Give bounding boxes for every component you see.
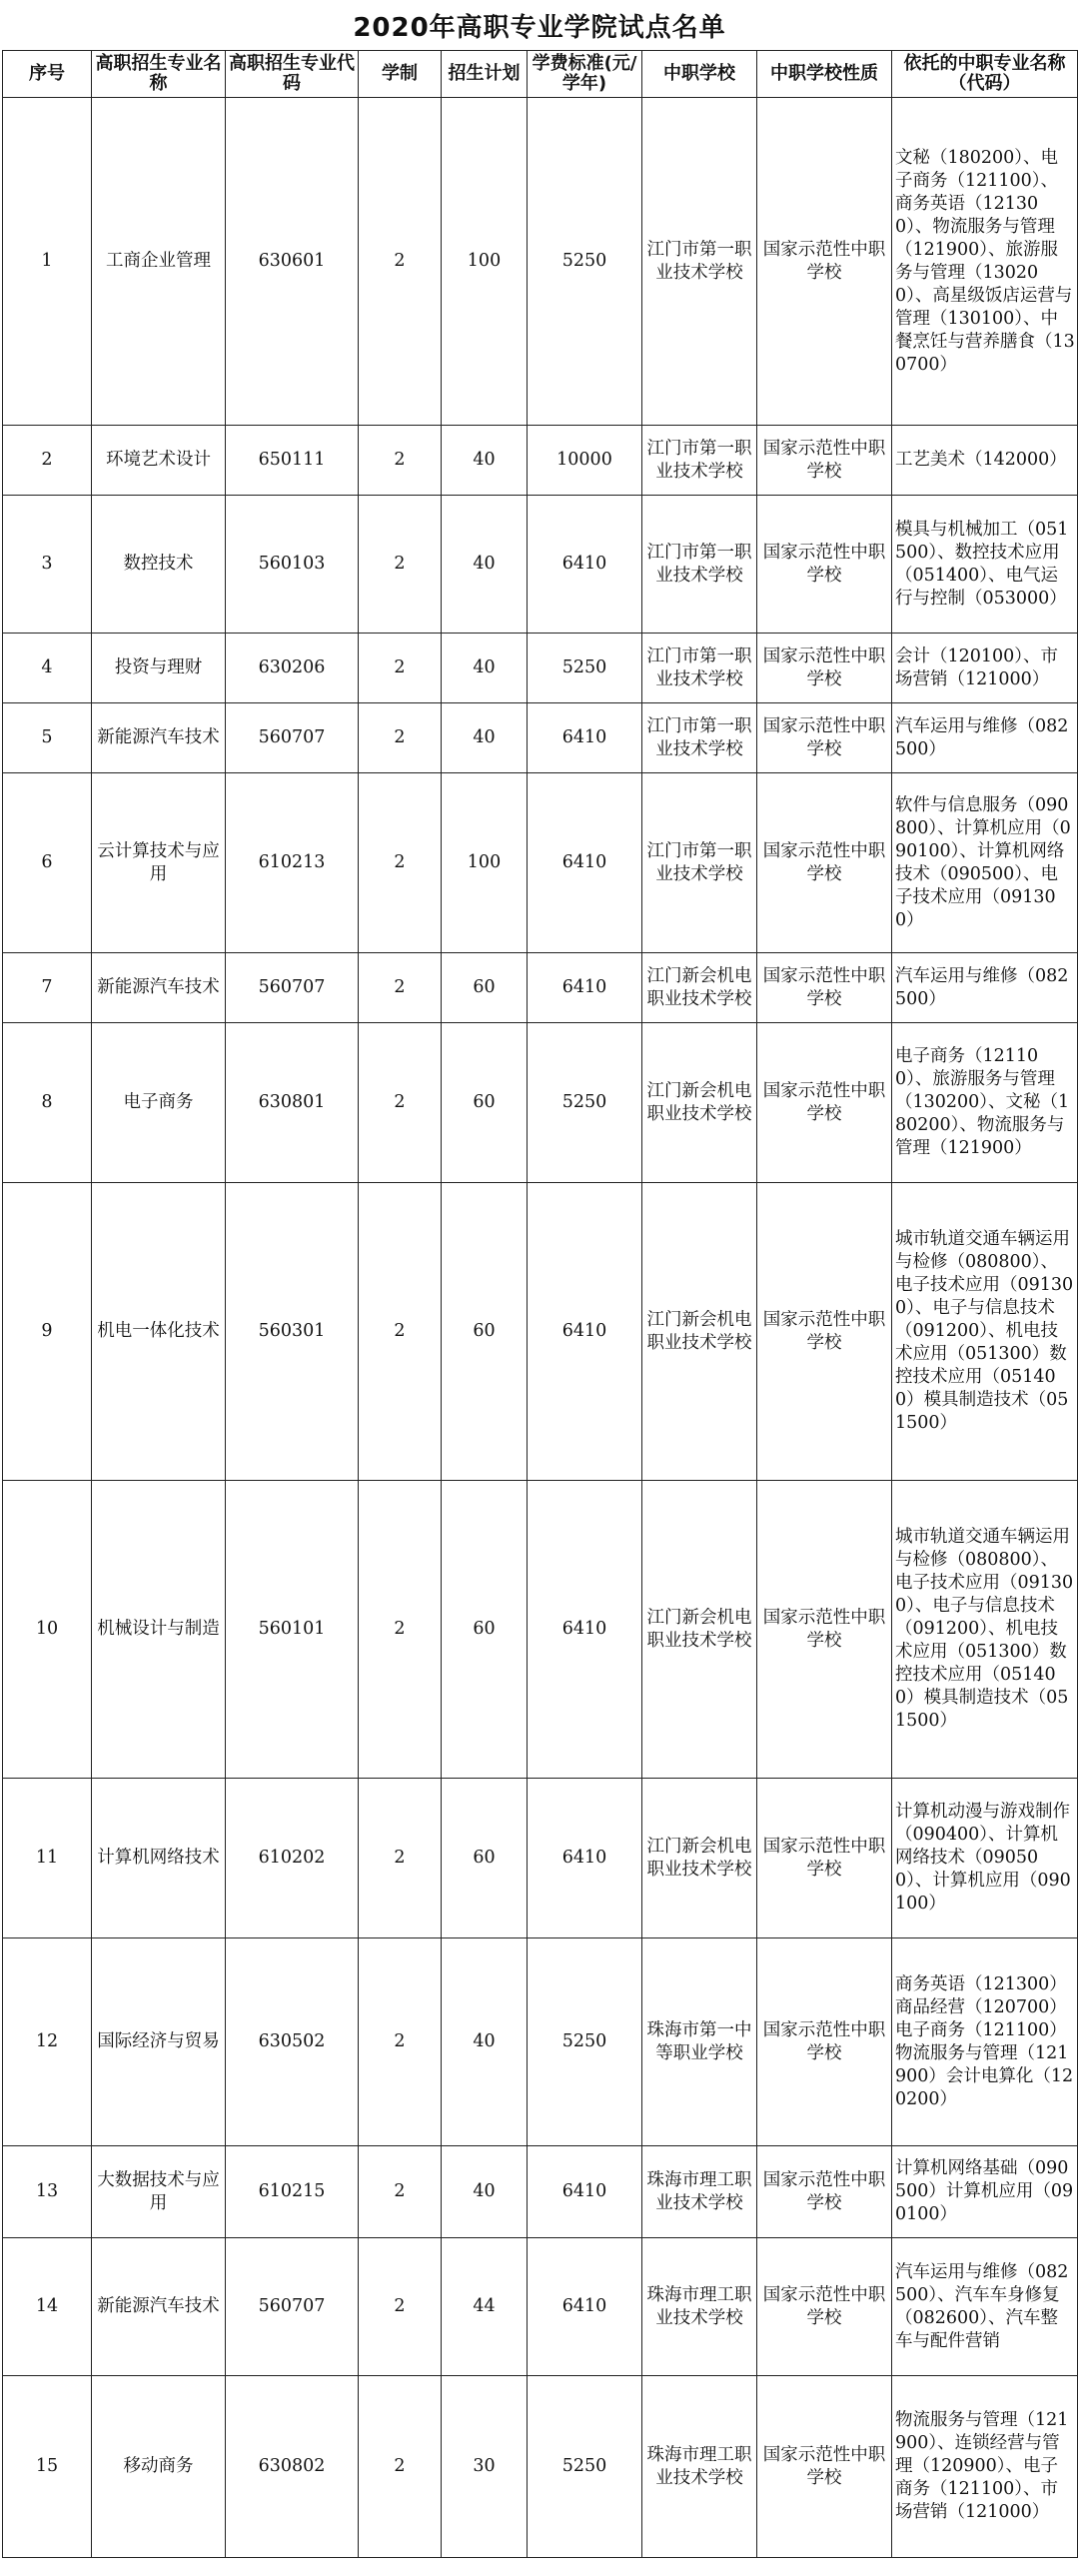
duration: 2 <box>359 1481 442 1779</box>
school-type: 国家示范性中职学校 <box>757 2146 892 2238</box>
duration: 2 <box>359 1183 442 1481</box>
duration: 2 <box>359 426 442 496</box>
dependent-majors: 汽车运用与维修（082500）、汽车车身修复（082600）、汽车整车与配件营销 <box>892 2238 1078 2376</box>
table-row <box>3 1481 1078 1779</box>
row-number: 4 <box>3 634 92 703</box>
enrollment-plan: 44 <box>442 2238 528 2376</box>
secondary-school: 江门市第一职业技术学校 <box>642 773 757 953</box>
enrollment-plan: 40 <box>442 496 528 634</box>
major-name: 移动商务 <box>92 2376 226 2558</box>
header-cell: 高职招生专业代码 <box>226 51 359 98</box>
school-type: 国家示范性中职学校 <box>757 426 892 496</box>
school-type: 国家示范性中职学校 <box>757 1938 892 2146</box>
tuition-fee: 6410 <box>528 2238 642 2376</box>
major-name: 云计算技术与应用 <box>92 773 226 953</box>
tuition-fee: 5250 <box>528 634 642 703</box>
major-name: 机电一体化技术 <box>92 1183 226 1481</box>
school-type: 国家示范性中职学校 <box>757 634 892 703</box>
duration: 2 <box>359 496 442 634</box>
school-type: 国家示范性中职学校 <box>757 1481 892 1779</box>
tuition-fee: 6410 <box>528 1481 642 1779</box>
duration: 2 <box>359 1779 442 1938</box>
major-code: 610213 <box>226 773 359 953</box>
school-type: 国家示范性中职学校 <box>757 2238 892 2376</box>
major-code: 560707 <box>226 2238 359 2376</box>
tuition-fee: 5250 <box>528 1938 642 2146</box>
major-name: 工商企业管理 <box>92 98 226 426</box>
row-number: 9 <box>3 1183 92 1481</box>
enrollment-plan: 40 <box>442 2146 528 2238</box>
enrollment-plan: 40 <box>442 1938 528 2146</box>
header-cell: 招生计划 <box>442 51 528 98</box>
secondary-school: 江门市第一职业技术学校 <box>642 703 757 773</box>
major-name: 新能源汽车技术 <box>92 703 226 773</box>
dependent-majors: 模具与机械加工（051500）、数控技术应用（051400）、电气运行与控制（053000） <box>892 496 1078 634</box>
enrollment-plan: 60 <box>442 1779 528 1938</box>
table-row <box>3 634 1078 703</box>
row-number: 2 <box>3 426 92 496</box>
header-cell: 中职学校 <box>642 51 757 98</box>
duration: 2 <box>359 98 442 426</box>
dependent-majors: 软件与信息服务（090800）、计算机应用（090100）、计算机网络技术（090500）、电子技术应用（091300） <box>892 773 1078 953</box>
enrollment-plan: 60 <box>442 1183 528 1481</box>
tuition-fee: 10000 <box>528 426 642 496</box>
table-row <box>3 496 1078 634</box>
school-type: 国家示范性中职学校 <box>757 1779 892 1938</box>
header-cell: 学制 <box>359 51 442 98</box>
duration: 2 <box>359 634 442 703</box>
row-number: 5 <box>3 703 92 773</box>
major-name: 大数据技术与应用 <box>92 2146 226 2238</box>
table-row <box>3 953 1078 1023</box>
dependent-majors: 城市轨道交通车辆运用与检修（080800）、电子技术应用（091300）、电子与信息技术（091200）、机电技术应用（051300）数控技术应用（051400）模具制造技术（051500） <box>892 1481 1078 1779</box>
major-code: 630601 <box>226 98 359 426</box>
table-row <box>3 1183 1078 1481</box>
dependent-majors: 汽车运用与维修（082500） <box>892 703 1078 773</box>
secondary-school: 江门新会机电职业技术学校 <box>642 1023 757 1183</box>
major-code: 560707 <box>226 703 359 773</box>
secondary-school: 珠海市理工职业技术学校 <box>642 2146 757 2238</box>
major-code: 560707 <box>226 953 359 1023</box>
row-number: 11 <box>3 1779 92 1938</box>
table-row <box>3 773 1078 953</box>
major-code: 560301 <box>226 1183 359 1481</box>
secondary-school: 江门新会机电职业技术学校 <box>642 1481 757 1779</box>
school-type: 国家示范性中职学校 <box>757 496 892 634</box>
school-type: 国家示范性中职学校 <box>757 953 892 1023</box>
header-row <box>3 51 1078 98</box>
major-name: 机械设计与制造 <box>92 1481 226 1779</box>
major-name: 投资与理财 <box>92 634 226 703</box>
table-row <box>3 426 1078 496</box>
tuition-fee: 5250 <box>528 98 642 426</box>
header-cell: 学费标准(元/学年) <box>528 51 642 98</box>
school-type: 国家示范性中职学校 <box>757 703 892 773</box>
row-number: 13 <box>3 2146 92 2238</box>
major-name: 电子商务 <box>92 1023 226 1183</box>
row-number: 3 <box>3 496 92 634</box>
duration: 2 <box>359 1023 442 1183</box>
major-code: 630502 <box>226 1938 359 2146</box>
secondary-school: 珠海市第一中等职业学校 <box>642 1938 757 2146</box>
secondary-school: 江门市第一职业技术学校 <box>642 634 757 703</box>
table-row <box>3 703 1078 773</box>
dependent-majors: 物流服务与管理（121900）、连锁经营与管理（120900）、电子商务（121100）、市场营销（121000） <box>892 2376 1078 2558</box>
major-code: 630206 <box>226 634 359 703</box>
secondary-school: 江门市第一职业技术学校 <box>642 496 757 634</box>
tuition-fee: 6410 <box>528 1779 642 1938</box>
dependent-majors: 工艺美术（142000） <box>892 426 1078 496</box>
major-name: 新能源汽车技术 <box>92 953 226 1023</box>
row-number: 6 <box>3 773 92 953</box>
table-row <box>3 2146 1078 2238</box>
secondary-school: 江门市第一职业技术学校 <box>642 98 757 426</box>
duration: 2 <box>359 1938 442 2146</box>
dependent-majors: 城市轨道交通车辆运用与检修（080800）、电子技术应用（091300）、电子与信息技术（091200）、机电技术应用（051300）数控技术应用（051400）模具制造技术（051500） <box>892 1183 1078 1481</box>
header-cell: 中职学校性质 <box>757 51 892 98</box>
enrollment-plan: 100 <box>442 98 528 426</box>
enrollment-plan: 60 <box>442 1481 528 1779</box>
enrollment-plan: 40 <box>442 426 528 496</box>
school-type: 国家示范性中职学校 <box>757 2376 892 2558</box>
dependent-majors: 计算机动漫与游戏制作（090400）、计算机网络技术（090500）、计算机应用（090100） <box>892 1779 1078 1938</box>
major-name: 环境艺术设计 <box>92 426 226 496</box>
table-row <box>3 1938 1078 2146</box>
major-name: 数控技术 <box>92 496 226 634</box>
pilot-list-table <box>2 50 1078 2558</box>
row-number: 8 <box>3 1023 92 1183</box>
tuition-fee: 5250 <box>528 1023 642 1183</box>
major-code: 630801 <box>226 1023 359 1183</box>
header-cell: 高职招生专业名称 <box>92 51 226 98</box>
major-code: 560101 <box>226 1481 359 1779</box>
secondary-school: 江门新会机电职业技术学校 <box>642 953 757 1023</box>
table-row <box>3 1779 1078 1938</box>
school-type: 国家示范性中职学校 <box>757 98 892 426</box>
duration: 2 <box>359 2376 442 2558</box>
row-number: 1 <box>3 98 92 426</box>
enrollment-plan: 60 <box>442 1023 528 1183</box>
dependent-majors: 计算机网络基础（090500）计算机应用（090100） <box>892 2146 1078 2238</box>
enrollment-plan: 30 <box>442 2376 528 2558</box>
row-number: 7 <box>3 953 92 1023</box>
enrollment-plan: 100 <box>442 773 528 953</box>
row-number: 10 <box>3 1481 92 1779</box>
tuition-fee: 6410 <box>528 773 642 953</box>
table-row <box>3 2376 1078 2558</box>
dependent-majors: 电子商务（121100）、旅游服务与管理（130200）、文秘（180200）、物流服务与管理（121900） <box>892 1023 1078 1183</box>
secondary-school: 江门市第一职业技术学校 <box>642 426 757 496</box>
tuition-fee: 5250 <box>528 2376 642 2558</box>
secondary-school: 江门新会机电职业技术学校 <box>642 1183 757 1481</box>
table-row <box>3 98 1078 426</box>
major-name: 计算机网络技术 <box>92 1779 226 1938</box>
enrollment-plan: 40 <box>442 634 528 703</box>
dependent-majors: 会计（120100）、市场营销（121000） <box>892 634 1078 703</box>
tuition-fee: 6410 <box>528 2146 642 2238</box>
tuition-fee: 6410 <box>528 1183 642 1481</box>
dependent-majors: 商务英语（121300）商品经营（120700）电子商务（121100）物流服务与管理（121900）会计电算化（120200） <box>892 1938 1078 2146</box>
major-name: 国际经济与贸易 <box>92 1938 226 2146</box>
school-type: 国家示范性中职学校 <box>757 1183 892 1481</box>
dependent-majors: 文秘（180200）、电子商务（121100）、商务英语（121300）、物流服务与管理（121900）、旅游服务与管理（130200）、高星级饭店运营与管理（130100）、中餐烹饪与营养膳食（130700） <box>892 98 1078 426</box>
secondary-school: 珠海市理工职业技术学校 <box>642 2238 757 2376</box>
header-cell: 序号 <box>3 51 92 98</box>
secondary-school: 江门新会机电职业技术学校 <box>642 1779 757 1938</box>
school-type: 国家示范性中职学校 <box>757 773 892 953</box>
major-code: 610202 <box>226 1779 359 1938</box>
enrollment-plan: 60 <box>442 953 528 1023</box>
row-number: 12 <box>3 1938 92 2146</box>
major-code: 630802 <box>226 2376 359 2558</box>
major-code: 650111 <box>226 426 359 496</box>
duration: 2 <box>359 2238 442 2376</box>
enrollment-plan: 40 <box>442 703 528 773</box>
school-type: 国家示范性中职学校 <box>757 1023 892 1183</box>
duration: 2 <box>359 953 442 1023</box>
secondary-school: 珠海市理工职业技术学校 <box>642 2376 757 2558</box>
tuition-fee: 6410 <box>528 953 642 1023</box>
row-number: 15 <box>3 2376 92 2558</box>
header-cell: 依托的中职专业名称（代码） <box>892 51 1078 98</box>
major-name: 新能源汽车技术 <box>92 2238 226 2376</box>
row-number: 14 <box>3 2238 92 2376</box>
table-row <box>3 2238 1078 2376</box>
major-code: 610215 <box>226 2146 359 2238</box>
tuition-fee: 6410 <box>528 496 642 634</box>
duration: 2 <box>359 703 442 773</box>
tuition-fee: 6410 <box>528 703 642 773</box>
duration: 2 <box>359 773 442 953</box>
dependent-majors: 汽车运用与维修（082500） <box>892 953 1078 1023</box>
major-code: 560103 <box>226 496 359 634</box>
table-row <box>3 1023 1078 1183</box>
duration: 2 <box>359 2146 442 2238</box>
page-title: 2020年高职专业学院试点名单 <box>353 12 726 43</box>
